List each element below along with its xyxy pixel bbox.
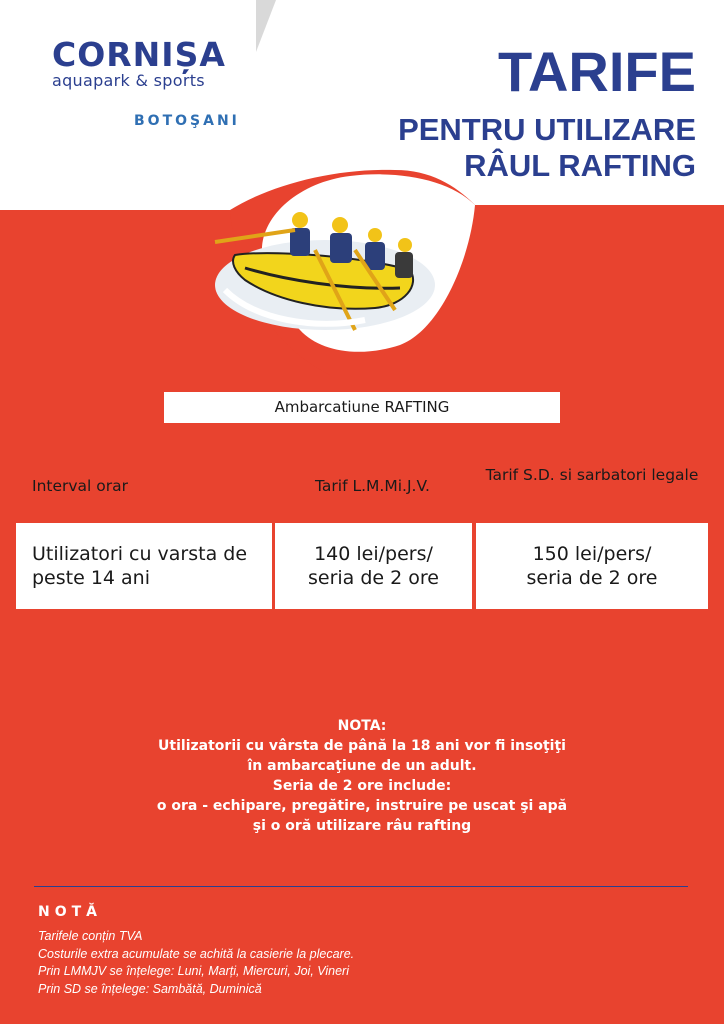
- footer-line: Prin LMMJV se înțelege: Luni, Marți, Miercuri, Joi, Vineri: [38, 964, 349, 978]
- footer-notes: [38, 928, 354, 998]
- nota-heading: NOTA:: [337, 718, 387, 734]
- cell-weekend-price-text: 150 lei/pers/ seria de 2 ore: [526, 543, 658, 589]
- footer-line: Costurile extra acumulate se achită la casierie la plecare.: [38, 946, 355, 961]
- footer-title: NOTĂ: [38, 904, 103, 920]
- column-header-interval: Interval orar: [32, 477, 129, 495]
- logo: [48, 35, 248, 90]
- nota-line: în ambarcaţiune de un adult.: [247, 758, 477, 774]
- page-subtitle-line1: PENTRU UTILIZARE: [398, 112, 696, 147]
- column-header-weekend: Tarif S.D. si sarbatori legale: [485, 466, 699, 484]
- nota-line: o ora - echipare, pregătire, instruire pe uscat şi apă: [156, 798, 568, 814]
- page-subtitle-line2: RÂUL RAFTING: [464, 148, 696, 183]
- rafting-photo: [205, 200, 435, 340]
- column-header-weekday: Tarif L.M.Mi.J.V.: [315, 477, 430, 495]
- nota-line: Utilizatorii cu vârsta de până la 18 ani vor fi insoţiţi: [158, 738, 566, 754]
- cell-users: [16, 523, 272, 609]
- logo-name: CORNIȘA: [52, 35, 226, 74]
- footer-line: Prin SD se înțelege: Sambătă, Duminică: [38, 981, 262, 996]
- divider: [34, 886, 688, 887]
- cell-users-text: Utilizatori cu varsta de peste 14 ani: [32, 543, 248, 589]
- logo-tagline: aquapark & sports: [52, 71, 205, 90]
- nota-block: [60, 716, 664, 836]
- cell-weekday-price: [275, 523, 472, 609]
- logo-city: BOTOŞANI: [134, 113, 240, 129]
- footer-line: Tarifele conțin TVA: [38, 929, 143, 943]
- cell-weekend-price: [476, 523, 708, 609]
- page-title: TARIFE: [497, 40, 696, 103]
- nota-line: Seria de 2 ore include:: [272, 778, 452, 794]
- cell-weekday-price-text: 140 lei/pers/ seria de 2 ore: [308, 543, 439, 589]
- table-caption: Ambarcatiune RAFTING: [164, 392, 560, 423]
- nota-line: şi o oră utilizare râu rafting: [252, 818, 472, 834]
